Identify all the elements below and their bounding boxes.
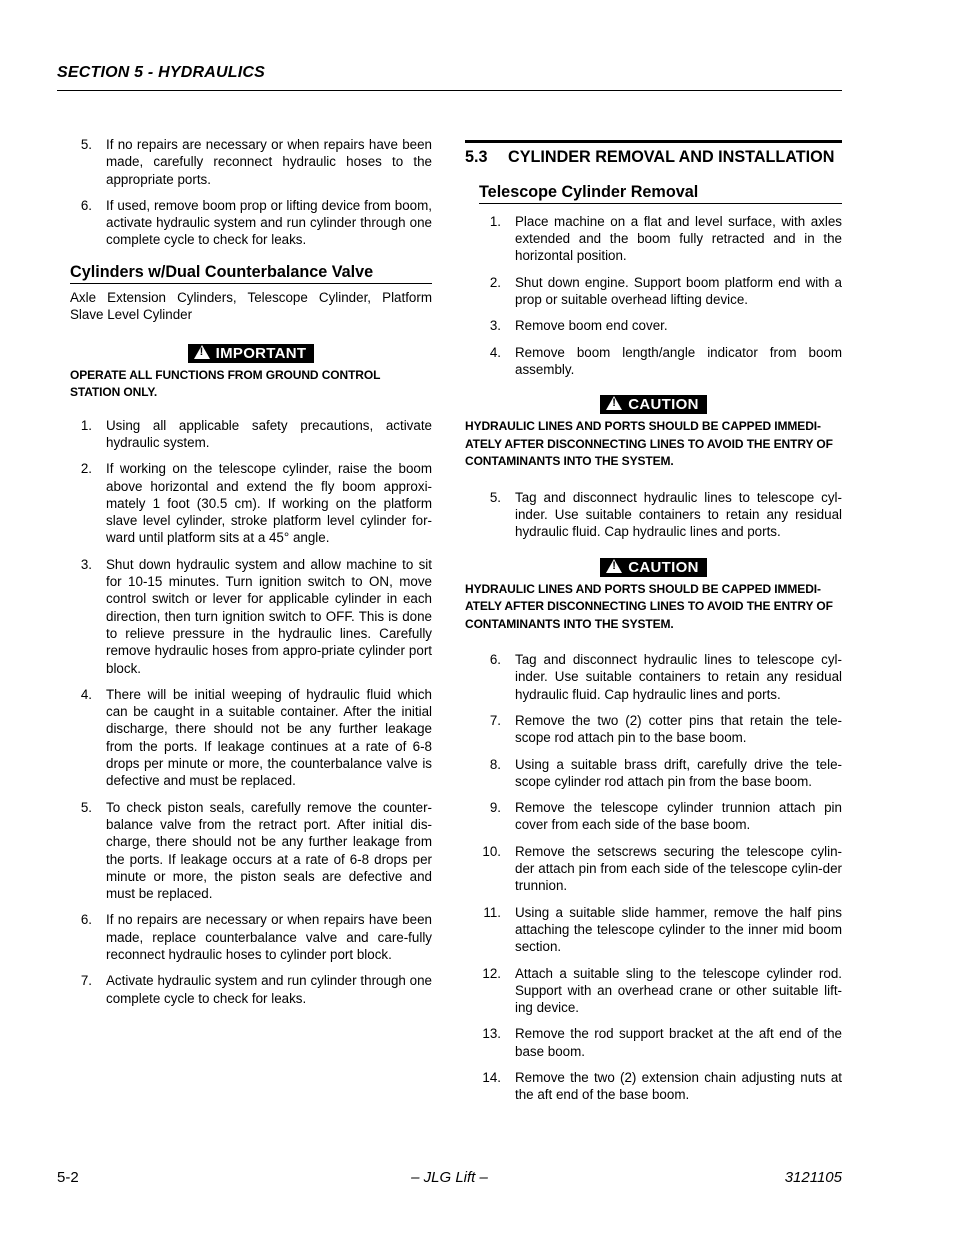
list-item bbox=[465, 712, 842, 747]
list-item bbox=[465, 213, 842, 265]
step-text: Shut down engine. Support boom platform end with a prop or suitable overhead lifting device. bbox=[515, 274, 842, 307]
step-text: Attach a suitable sling to the telescope cylinder rod. Support with an overhead crane or other suitable lift-ing device. bbox=[515, 965, 842, 1016]
list-item bbox=[465, 651, 842, 703]
step-text: Remove boom end cover. bbox=[515, 318, 668, 334]
step-number: 1. bbox=[489, 213, 501, 229]
step-number: 2. bbox=[80, 461, 92, 477]
list-item bbox=[465, 489, 842, 541]
step-text: Using all applicable safety precautions, activate hydraulic system. bbox=[106, 417, 432, 450]
list-item bbox=[70, 799, 432, 903]
step-number: 12. bbox=[482, 965, 501, 981]
list-item bbox=[465, 1069, 842, 1104]
step-number: 3. bbox=[80, 556, 92, 572]
step-text: Place machine on a flat and level surface, with axles extended and the boom fully retracted and in the horizontal position. bbox=[515, 213, 842, 264]
step-number: 5. bbox=[80, 137, 92, 152]
list-item bbox=[70, 460, 432, 546]
step-text: Remove boom length/angle indicator from boom assembly. bbox=[515, 344, 842, 377]
step-text: Tag and disconnect hydraulic lines to telescope cyl-inder. Use suitable containers to retain any residual hydraulic fluid. Cap hydraulic lines and ports. bbox=[515, 489, 842, 540]
step-text: Using a suitable slide hammer, remove the half pins attaching the telescope cylinder to the inner mid boom section. bbox=[515, 904, 842, 955]
step-text: If no repairs are necessary or when repairs have been made, carefully reconnect hydraulic hoses to the appropriate ports. bbox=[106, 137, 432, 187]
section-heading bbox=[465, 140, 842, 168]
list-item bbox=[70, 911, 432, 963]
step-number: 5. bbox=[80, 799, 92, 815]
step-text: Shut down hydraulic system and allow machine to sit for 10-15 minutes. Turn ignition switch to ON, move control switch or lever for applicable cylinder in each direction, then turn ignition switch to OFF. This is done to relieve pressure in the hydraulic lines. Carefully remove hydraulic hoses from appro-priate cylinder port block. bbox=[106, 556, 432, 676]
step-text: Remove the two (2) cotter pins that retain the tele-scope rod attach pin to the base boom. bbox=[515, 712, 842, 746]
step-number: 3. bbox=[489, 318, 501, 334]
step-text: If no repairs are necessary or when repairs have been made, replace counterbalance valve and care-fully reconnect hydraulic hoses to cylinder port block. bbox=[106, 912, 432, 962]
caution-label: CAUTION bbox=[628, 558, 699, 576]
step-number: 2. bbox=[489, 274, 501, 290]
step-text: Activate hydraulic system and run cylinder through one complete cycle to check for leaks. bbox=[106, 973, 432, 1006]
list-item bbox=[465, 965, 842, 1017]
step-text: Using a suitable brass drift, carefully drive the tele-scope cylinder rod attach pin from the base boom. bbox=[515, 756, 842, 789]
cylinder-list-paragraph: Axle Extension Cylinders, Telescope Cylinder, Platform Slave Level Cylinder bbox=[70, 290, 432, 323]
section-number: 5.3 bbox=[465, 148, 488, 166]
step-number: 4. bbox=[489, 344, 501, 360]
step-text: There will be initial weeping of hydraulic fluid which can be caught in a suitable container. After the initial discharge, there should not be any further leakage from the ports. If leakage continues at a rate of 6-8 drops per minute or more, the counterbalance valve is defective and must be replaced. bbox=[106, 686, 432, 789]
step-number: 8. bbox=[489, 756, 501, 772]
right-steps-a bbox=[465, 213, 842, 378]
left-top-steps bbox=[70, 136, 432, 249]
list-item bbox=[70, 417, 432, 452]
warning-triangle-icon bbox=[606, 559, 622, 573]
step-number: 11. bbox=[483, 904, 501, 920]
section-title: CYLINDER REMOVAL AND INSTALLATION bbox=[508, 148, 835, 166]
list-item bbox=[465, 904, 842, 956]
caution-label: CAUTION bbox=[628, 396, 699, 414]
step-number: 5. bbox=[489, 489, 501, 505]
important-badge bbox=[188, 344, 315, 363]
list-item bbox=[70, 136, 432, 188]
section-header-title: SECTION 5 - HYDRAULICS bbox=[57, 64, 265, 81]
step-text: Remove the rod support bracket at the aft end of the base boom. bbox=[515, 1026, 842, 1059]
warning-triangle-icon bbox=[194, 345, 210, 359]
warning-triangle-icon bbox=[606, 396, 622, 410]
page-number: 5-2 bbox=[57, 1169, 79, 1186]
step-text: Remove the setscrews securing the telescope cylin-der attach pin from each side of the telescope cylin-der trunnion. bbox=[515, 843, 842, 894]
step-text: To check piston seals, carefully remove the counter-balance valve from the retract port. After initial dis-charge, there should not be any further leakage from the ports. If leakage occurs at a rate of 6-8 drops per minute or more, the piston seals are defective and must be replaced. bbox=[106, 799, 432, 902]
list-item bbox=[465, 756, 842, 791]
subheading-counterbalance: Cylinders w/Dual Counterbalance Valve bbox=[70, 264, 432, 284]
caution-badge-wrap-1 bbox=[465, 395, 842, 414]
subheading-telescope-removal: Telescope Cylinder Removal bbox=[479, 184, 842, 204]
right-steps-b bbox=[465, 489, 842, 541]
step-number: 6. bbox=[489, 652, 501, 668]
step-text: If working on the telescope cylinder, raise the boom above horizontal and extend the fly boom approxi-mately 1 foot (30.5 cm). If working on the platform slave level cylinder, stroke platform level cylinder for-ward until platform sits at a 45° angle. bbox=[106, 461, 432, 546]
list-item bbox=[465, 274, 842, 309]
step-text: Remove the telescope cylinder trunnion attach pin cover from each side of the base boom. bbox=[515, 800, 842, 833]
caution-badge bbox=[600, 395, 706, 414]
list-item bbox=[70, 686, 432, 790]
step-number: 4. bbox=[80, 686, 92, 702]
left-column bbox=[70, 136, 432, 1016]
step-text: If used, remove boom prop or lifting device from boom, activate hydraulic system and run cylinder through one complete cycle to check for leaks. bbox=[106, 197, 432, 248]
important-label: IMPORTANT bbox=[215, 344, 307, 362]
list-item bbox=[465, 843, 842, 895]
left-steps bbox=[70, 417, 432, 1007]
caution-text: HYDRAULIC LINES AND PORTS SHOULD BE CAPPED IMMEDI-ATELY AFTER DISCONNECTING LINES TO AVOID THE ENTRY OF CONTAMINANTS INTO THE SYSTEM. bbox=[465, 419, 833, 469]
caution-text: HYDRAULIC LINES AND PORTS SHOULD BE CAPPED IMMEDI-ATELY AFTER DISCONNECTING LINES TO AVOID THE ENTRY OF CONTAMINANTS INTO THE SYSTEM. bbox=[465, 581, 833, 631]
list-item bbox=[70, 556, 432, 677]
list-item bbox=[465, 317, 842, 334]
list-item bbox=[465, 344, 842, 379]
step-number: 14. bbox=[482, 1070, 501, 1085]
step-number: 13. bbox=[482, 1026, 501, 1042]
page-header bbox=[57, 64, 842, 91]
right-steps-c bbox=[465, 651, 842, 1104]
right-column bbox=[465, 140, 842, 1113]
step-text: Remove the two (2) extension chain adjusting nuts at the aft end of the base boom. bbox=[515, 1070, 842, 1103]
step-number: 9. bbox=[489, 800, 501, 816]
footer-brand: – JLG Lift – bbox=[411, 1169, 488, 1186]
list-item bbox=[465, 799, 842, 834]
step-number: 1. bbox=[80, 417, 92, 433]
step-number: 7. bbox=[489, 712, 501, 728]
step-text: Tag and disconnect hydraulic lines to telescope cyl-inder. Use suitable containers to retain any residual hydraulic fluid. Cap hydraulic lines and ports. bbox=[515, 652, 842, 702]
step-number: 7. bbox=[80, 973, 92, 989]
list-item bbox=[70, 197, 432, 249]
step-number: 10. bbox=[482, 843, 501, 859]
caution-badge bbox=[600, 558, 706, 577]
document-number: 3121105 bbox=[784, 1169, 842, 1186]
list-item bbox=[465, 1025, 842, 1060]
list-item bbox=[70, 972, 432, 1007]
important-text: OPERATE ALL FUNCTIONS FROM GROUND CONTROL STATION ONLY. bbox=[70, 367, 381, 400]
step-number: 6. bbox=[80, 197, 92, 213]
important-badge-wrap bbox=[70, 344, 432, 363]
caution-badge-wrap-2 bbox=[465, 558, 842, 577]
step-number: 6. bbox=[80, 912, 92, 928]
